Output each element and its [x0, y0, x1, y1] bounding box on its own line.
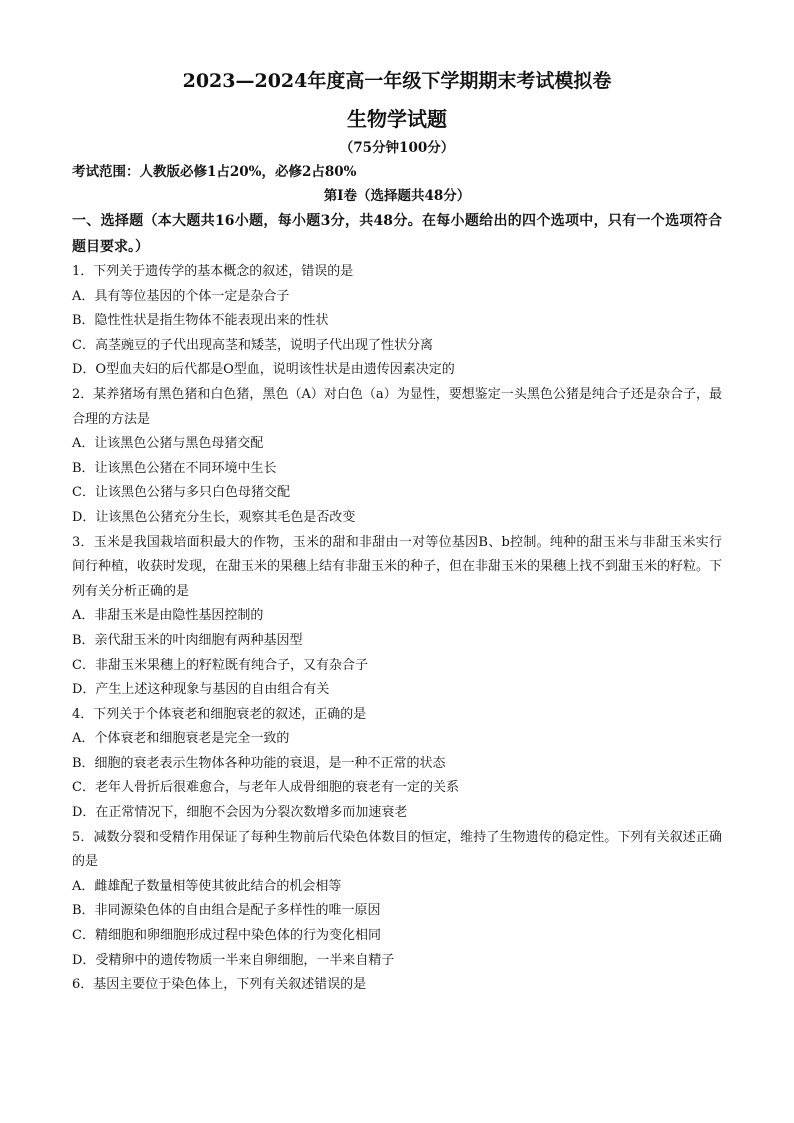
exam-scope: 考试范围：人教版必修1占20%，必修2占80% — [72, 164, 357, 180]
question-stem: 4．下列关于个体衰老和细胞衰老的叙述，正确的是 — [72, 706, 367, 722]
option-a: A．非甜玉米是由隐性基因控制的 — [72, 608, 264, 624]
question-6 — [72, 973, 722, 998]
section-volume-label: 第Ⅰ卷（选择题共48分） — [323, 188, 471, 204]
option-c: C．高茎豌豆的子代出现高茎和矮茎，说明子代出现了性状分离 — [72, 337, 433, 353]
option-c: C．让该黑色公猪与多只白色母猪交配 — [72, 485, 290, 501]
question-stem: 1．下列关于遗传学的基本概念的叙述，错误的是 — [72, 264, 354, 279]
question-stem: 6．基因主要位于染色体上，下列有关叙述错误的是 — [72, 977, 367, 993]
exam-page — [72, 62, 722, 998]
exam-duration: （75分钟100分） — [339, 140, 455, 156]
option-a: A．让该黑色公猪与黑色母猪交配 — [72, 436, 264, 452]
option-c: C．精细胞和卵细胞形成过程中染色体的行为变化相同 — [72, 928, 381, 944]
option-b: B．非同源染色体的自由组合是配子多样性的唯一原因 — [72, 903, 381, 919]
question-stem: 2．某养猪场有黑色猪和白色猪，黑色（A）对白色（a）为显性，要想鉴定一头黑色公猪是纯合子还是杂合子，最合理的方法是 — [72, 386, 722, 427]
option-d: D．在正常情况下，细胞不会因为分裂次数增多而加速衰老 — [72, 805, 408, 821]
question-4 — [72, 703, 722, 826]
option-c: C．老年人骨折后很难愈合，与老年人成骨细胞的衰老有一定的关系 — [72, 780, 459, 796]
question-stem: 3．玉米是我国栽培面积最大的作物，玉米的甜和非甜由一对等位基因B、b控制。纯种的甜玉米与非甜玉米实行间行种植，收获时发现，在甜玉米的果穗上结有非甜玉米的种子，但在非甜玉米的果穗上找不到甜玉米的籽粒。下列有关分析正确的是 — [72, 534, 723, 599]
option-b: B．亲代甜玉米的叶肉细胞有两种基因型 — [72, 632, 303, 648]
exam-subtitle: 生物学试题 — [347, 107, 447, 131]
option-b: B．细胞的衰老表示生物体各种功能的衰退，是一种不正常的状态 — [72, 755, 446, 771]
option-d: D．让该黑色公猪充分生长，观察其毛色是否改变 — [72, 509, 356, 525]
option-b: B．隐性性状是指生物体不能表现出来的性状 — [72, 313, 329, 329]
question-5 — [72, 826, 722, 974]
exam-title: 2023—2024年度高一年级下学期期末考试模拟卷 — [182, 70, 612, 92]
question-list — [72, 260, 722, 998]
question-stem: 5．减数分裂和受精作用保证了每种生物前后代染色体数目的恒定，维持了生物遗传的稳定性。下列有关叙述正确的是 — [72, 829, 722, 870]
question-2 — [72, 383, 722, 531]
question-3 — [72, 531, 722, 703]
option-a: A．雌雄配子数量相等使其彼此结合的机会相等 — [72, 878, 342, 894]
option-d: D．受精卵中的遗传物质一半来自卵细胞，一半来自精子 — [72, 952, 395, 968]
option-d: D．O型血夫妇的后代都是O型血，说明该性状是由遗传因素决定的 — [72, 362, 455, 378]
section-heading: 一、选择题（本大题共16小题，每小题3分，共48分。在每小题给出的四个选项中，只有一个选项符合题目要求。） — [72, 213, 722, 255]
option-c: C．非甜玉米果穗上的籽粒既有纯合子，又有杂合子 — [72, 657, 368, 673]
option-d: D．产生上述这种现象与基因的自由组合有关 — [72, 682, 330, 698]
question-1 — [72, 260, 722, 383]
option-b: B．让该黑色公猪在不同环境中生长 — [72, 460, 277, 476]
option-a: A．个体衰老和细胞衰老是完全一致的 — [72, 731, 290, 747]
option-a: A．具有等位基因的个体一定是杂合子 — [72, 288, 290, 304]
